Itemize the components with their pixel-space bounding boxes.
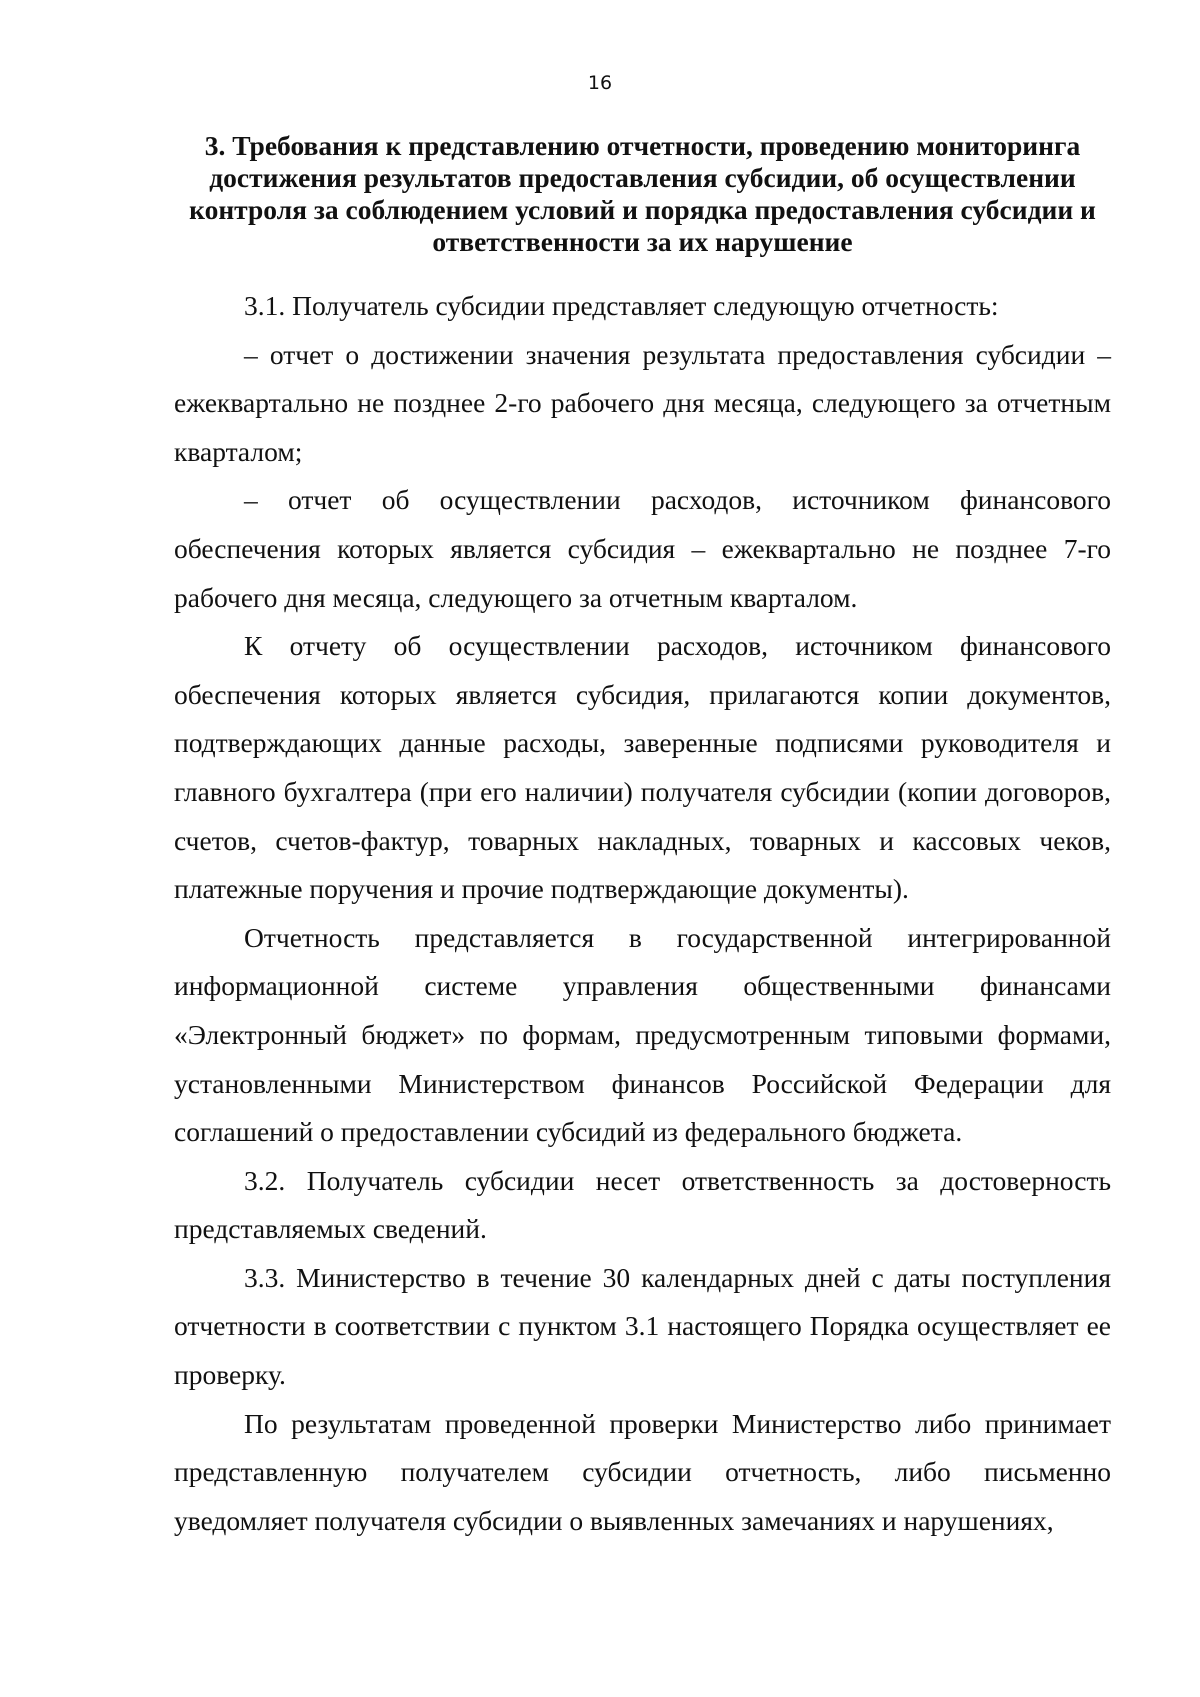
paragraph-report-expenses: – отчет об осуществлении расходов, источником финансового обеспечения которых является субсидия – ежеквартально не позднее 7-го рабочего дня месяца, следующего за отчетным кварталом. <box>174 484 1111 613</box>
paragraph-report-results: – отчет о достижении значения результата предоставления субсидии – ежеквартально не позднее 2-го рабочего дня месяца, следующего за отчетным кварталом; <box>174 338 1111 467</box>
paragraph-3-2: 3.2. Получатель субсидии несет ответственность за достоверность представляемых сведений. <box>174 1164 1111 1245</box>
page-number: 16 <box>587 72 613 94</box>
body-text <box>174 282 1111 1545</box>
paragraph-3-3: 3.3. Министерство в течение 30 календарных дней с даты поступления отчетности в соответствии с пунктом 3.1 настоящего Порядка осуществляет ее проверку. <box>174 1261 1111 1391</box>
paragraph-3-1: 3.1. Получатель субсидии представляет следующую отчетность: <box>244 290 999 321</box>
section-title: 3. Требования к представлению отчетности, проведению мониторинга достижения результатов предоставления субсидии, об осуществлении контроля за соблюдением условий и порядка предоставления субсидии и ответственности за их нарушение <box>189 130 1096 257</box>
paragraph-electronic-budget: Отчетность представляется в государственной интегрированной информационной системе управления общественными финансами «Электронный бюджет» по формам, предусмотренным типовыми формами, установленными Министерством финансов Российской Федерации для соглашений о предоставлении субсидий из федерального бюджета. <box>174 921 1111 1148</box>
paragraph-check-results: По результатам проведенной проверки Министерство либо принимает представленную получателем субсидии отчетность, либо письменно уведомляет получателя субсидии о выявленных замечаниях и нарушениях, <box>174 1407 1111 1536</box>
paragraph-attachments: К отчету об осуществлении расходов, источником финансового обеспечения которых является субсидия, прилагаются копии документов, подтверждающих данные расходы, заверенные подписями руководителя и главного бухгалтера (при его наличии) получателя субсидии (копии договоров, счетов, счетов-фактур, товарных накладных, товарных и кассовых чеков, платежные поручения и прочие подтверждающие документы). <box>174 630 1111 905</box>
